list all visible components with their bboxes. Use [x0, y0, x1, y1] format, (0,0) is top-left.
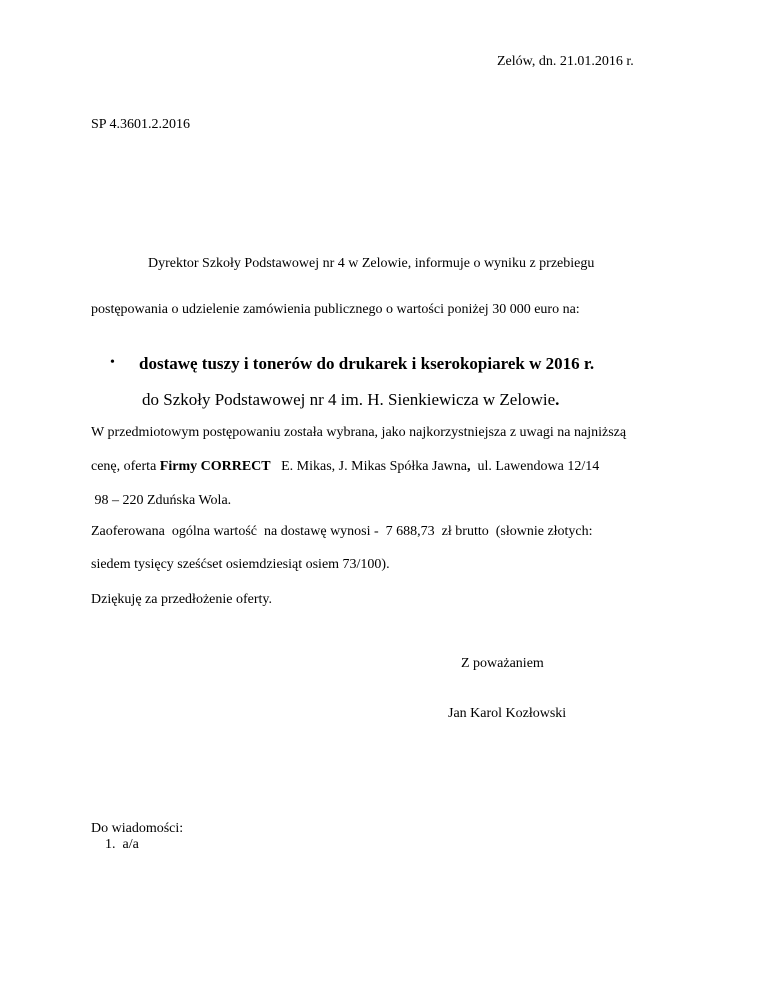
cc-heading: Do wiadomości:: [91, 821, 184, 836]
company-name: Firmy CORRECT: [159, 459, 271, 474]
value-line-1: Zaoferowana ogólna wartość na dostawę wynosi - 7 688,73 zł brutto (słownie złotych:: [91, 524, 593, 539]
cc-item: 1. a/a: [105, 837, 139, 852]
intro-line-1: Dyrektor Szkoły Podstawowej nr 4 w Zelowie, informuje o wyniku z przebiegu: [148, 256, 595, 271]
bullet-icon: •: [110, 355, 115, 370]
place-date: Zelów, dn. 21.01.2016 r.: [497, 54, 634, 69]
signatory-name: Jan Karol Kozłowski: [448, 706, 567, 721]
closing-regards: Z poważaniem: [461, 656, 544, 671]
thanks-line: Dziękuję za przedłożenie oferty.: [91, 592, 272, 607]
value-line-2: siedem tysięcy sześćset osiemdziesiąt osiem 73/100).: [91, 557, 390, 572]
subject-school: do Szkoły Podstawowej nr 4 im. H. Sienkiewicza w Zelowie.: [142, 390, 560, 409]
result-line-1: W przedmiotowym postępowaniu została wybrana, jako najkorzystniejsza z uwagi na najniższą: [91, 425, 627, 440]
result-line-3: 98 – 220 Zduńska Wola.: [91, 493, 232, 508]
reference-number: SP 4.3601.2.2016: [91, 117, 191, 132]
subject-item: dostawę tuszy i tonerów do drukarek i kserokopiarek w 2016 r.: [139, 354, 595, 373]
result-line-2: cenę, oferta Firmy CORRECT E. Mikas, J. Mikas Spółka Jawna, ul. Lawendowa 12/14: [91, 459, 600, 474]
intro-line-2: postępowania o udzielenie zamówienia publicznego o wartości poniżej 30 000 euro na:: [91, 302, 580, 317]
